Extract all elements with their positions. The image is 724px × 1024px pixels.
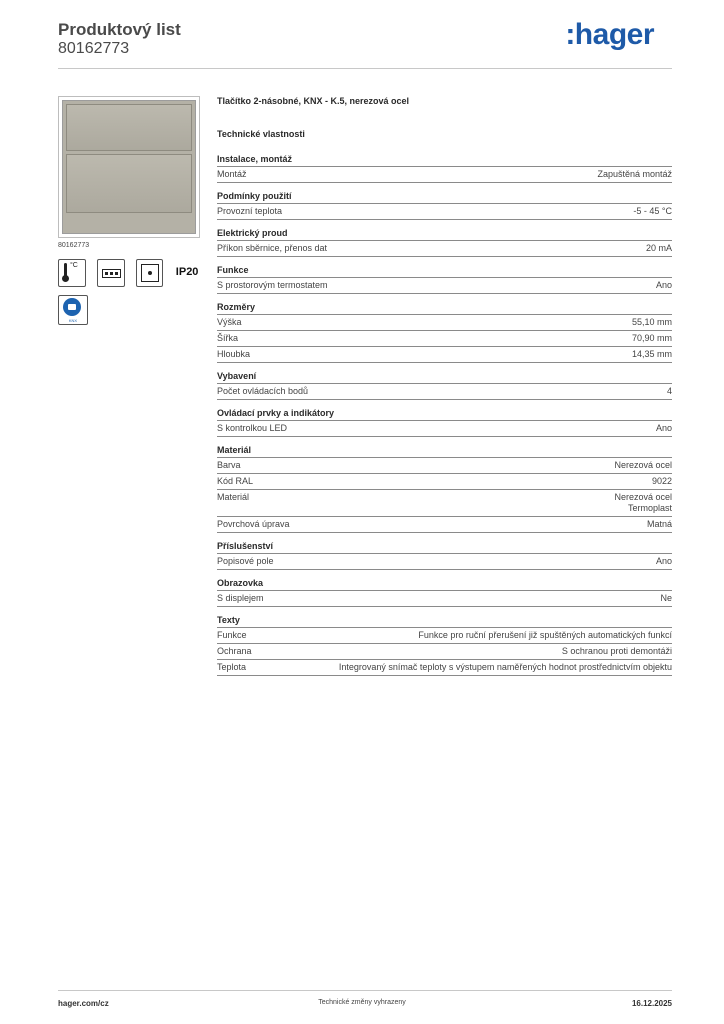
spec-group: [217, 228, 672, 257]
spec-value: Ano: [655, 556, 672, 566]
display-icon: [97, 259, 125, 287]
spec-group-title: Příslušenství: [217, 541, 672, 554]
spec-value: Ne: [660, 593, 672, 603]
page-header: [58, 20, 672, 68]
spec-row: [217, 331, 672, 347]
spec-groups: [217, 154, 672, 676]
spec-row: [217, 167, 672, 183]
spec-key: Funkce: [217, 630, 247, 640]
spec-value: Ano: [655, 280, 672, 290]
spec-row: [217, 458, 672, 474]
spec-row: [217, 628, 672, 644]
spec-key: Barva: [217, 460, 241, 470]
spec-group: [217, 371, 672, 400]
product-title: Tlačítko 2-násobné, KNX - K.5, nerezová ocel: [217, 96, 410, 106]
spec-value: 9022: [651, 476, 672, 486]
product-image: [58, 96, 200, 238]
spec-group-title: Texty: [217, 615, 672, 628]
spec-group: [217, 191, 672, 220]
spec-value: Nerezová ocel: [614, 460, 672, 470]
footer-website: hager.com/cz: [58, 999, 109, 1008]
spec-key: S prostorovým termostatem: [217, 280, 328, 290]
spec-row: [217, 347, 672, 363]
page-title: Produktový list: [58, 20, 181, 39]
spec-key: Montáž: [217, 169, 247, 179]
spec-row: [217, 474, 672, 490]
spec-key: Kód RAL: [217, 476, 254, 486]
spec-group: [217, 408, 672, 437]
sensor-icon: [136, 259, 164, 287]
spec-group: [217, 154, 672, 183]
spec-key: Příkon sběrnice, přenos dat: [217, 243, 328, 253]
spec-key: Povrchová úprava: [217, 519, 290, 529]
spec-value: Zapuštěná montáž: [597, 169, 672, 179]
spec-group: [217, 578, 672, 607]
spec-row: [217, 204, 672, 220]
spec-group-title: Vybavení: [217, 371, 672, 384]
spec-value: 14,35 mm: [631, 349, 672, 359]
spec-key: S displejem: [217, 593, 264, 603]
spec-value: 70,90 mm: [631, 333, 672, 343]
spec-row: [217, 554, 672, 570]
spec-row: [217, 278, 672, 294]
spec-value: 4: [666, 386, 672, 396]
rocker-top: [66, 104, 192, 151]
spec-value: Funkce pro ruční přerušení již spuštěných automatických funkcí: [418, 630, 672, 640]
spec-key: Popisové pole: [217, 556, 274, 566]
spec-key: Počet ovládacích bodů: [217, 386, 309, 396]
left-column: [58, 96, 200, 325]
spec-value: Matná: [646, 519, 672, 529]
footer-date: 16.12.2025: [631, 999, 672, 1008]
spec-group: [217, 615, 672, 676]
knx-logo-icon: [58, 295, 88, 325]
spec-value: S ochranou proti demontáži: [561, 646, 672, 656]
spec-row: [217, 384, 672, 400]
spec-value: -5 - 45 °C: [633, 206, 672, 216]
spec-group-title: Elektrický proud: [217, 228, 672, 241]
spec-group-title: Podmínky použití: [217, 191, 672, 204]
footer-note: Technické změny vyhrazeny: [318, 999, 406, 1006]
spec-row: [217, 591, 672, 607]
spec-group-title: Obrazovka: [217, 578, 672, 591]
spec-group-title: Rozměry: [217, 302, 672, 315]
spec-group: [217, 302, 672, 363]
spec-group: [217, 265, 672, 294]
spec-key: Provozní teplota: [217, 206, 283, 216]
spec-group-title: Instalace, montáž: [217, 154, 672, 167]
footer-divider: [58, 990, 672, 991]
spec-row: [217, 517, 672, 533]
spec-key: Teplota: [217, 662, 247, 672]
spec-value: 55,10 mm: [631, 317, 672, 327]
product-frame: [62, 100, 196, 234]
spec-key: S kontrolkou LED: [217, 423, 288, 433]
spec-group-title: Ovládací prvky a indikátory: [217, 408, 672, 421]
header-divider: [58, 68, 672, 69]
ip20-badge: IP20: [174, 259, 200, 285]
spec-key: Ochrana: [217, 646, 252, 656]
spec-group: [217, 445, 672, 533]
spec-group-title: Funkce: [217, 265, 672, 278]
rocker-bottom: [66, 154, 192, 213]
spec-row: [217, 644, 672, 660]
spec-row: [217, 241, 672, 257]
thermometer-icon: °C: [58, 259, 86, 287]
product-number: 80162773: [58, 40, 130, 57]
spec-key: Šířka: [217, 333, 239, 343]
hager-logo: :hager: [565, 18, 654, 51]
section-heading: Technické vlastnosti: [217, 129, 305, 139]
spec-key: Hloubka: [217, 349, 251, 359]
spec-row: [217, 315, 672, 331]
image-caption: 80162773: [58, 242, 90, 249]
spec-group: [217, 541, 672, 570]
spec-row: [217, 660, 672, 676]
spec-row: [217, 490, 672, 517]
knx-caption: KNX: [68, 318, 78, 323]
spec-column: [217, 96, 672, 684]
spec-value: 20 mA: [645, 243, 672, 253]
feature-icons: [58, 259, 200, 287]
spec-key: Materiál: [217, 492, 250, 502]
spec-value: Ano: [655, 423, 672, 433]
spec-group-title: Materiál: [217, 445, 672, 458]
spec-value: Nerezová ocel Termoplast: [614, 492, 672, 513]
spec-value: Integrovaný snímač teploty s výstupem naměřených hodnot prostřednictvím objektu: [338, 662, 672, 672]
spec-row: [217, 421, 672, 437]
spec-key: Výška: [217, 317, 242, 327]
